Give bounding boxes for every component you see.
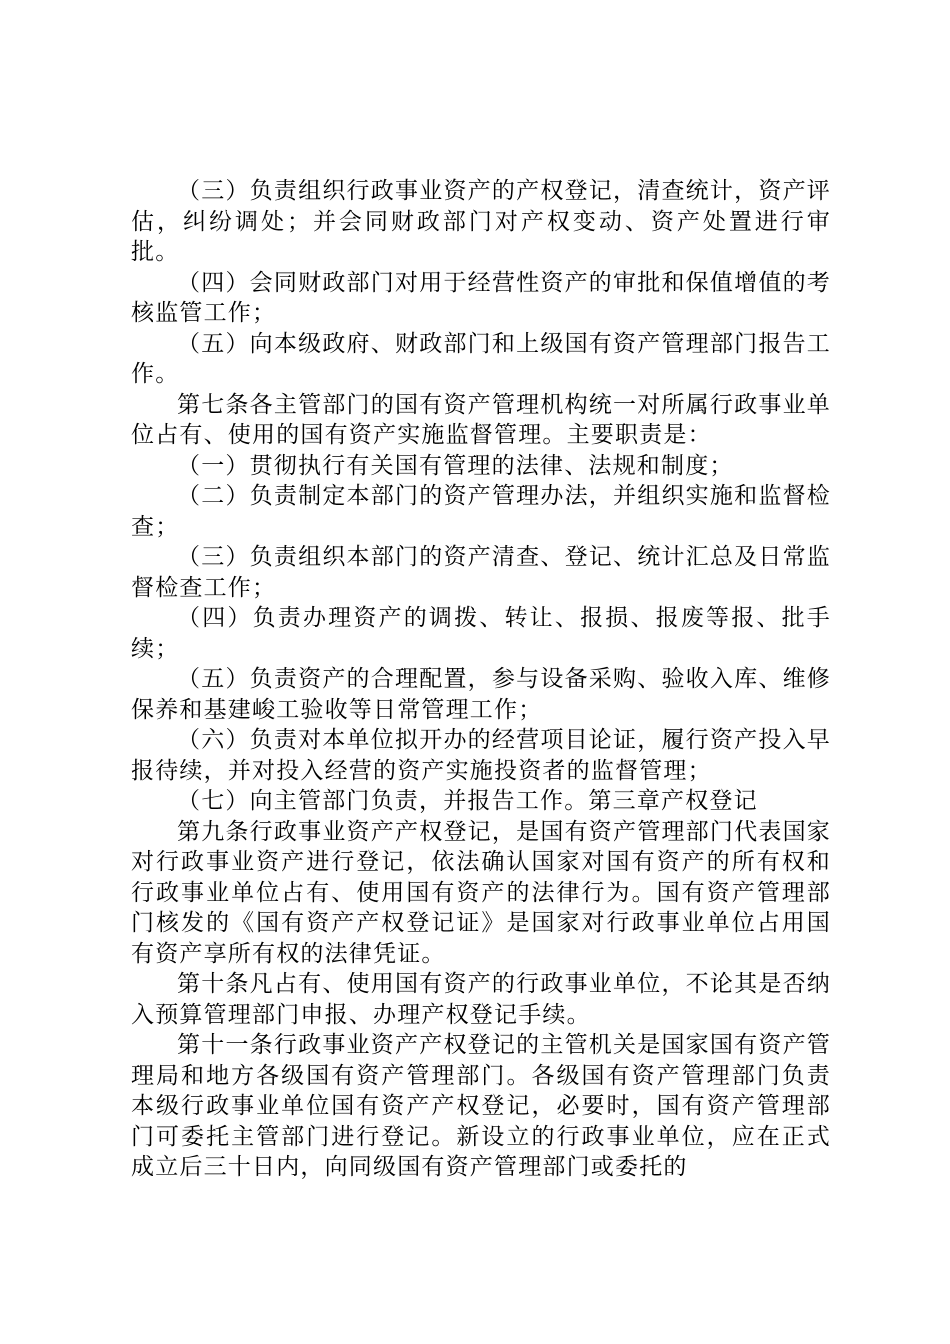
paragraph-10: （六）负责对本单位拟开办的经营项目论证，履行资产投入早报待续，并对投入经营的资产实施投资者的监督管理；	[131, 727, 831, 784]
paragraph-13: 第十条凡占有、使用国有资产的行政事业单位，不论其是否纳入预算管理部门申报、办理产权登记手续。	[131, 971, 831, 1028]
paragraph-3: （五）向本级政府、财政部门和上级国有资产管理部门报告工作。	[131, 330, 831, 387]
paragraph-1: （三）负责组织行政事业资产的产权登记，清查统计，资产评估，纠纷调处；并会同财政部门对产权变动、资产处置进行审批。	[131, 178, 831, 265]
paragraph-14: 第十一条行政事业资产产权登记的主管机关是国家国有资产管理局和地方各级国有资产管理部门。各级国有资产管理部门负责本级行政事业单位国有资产产权登记，必要时，国有资产管理部门可委托主管部门进行登记。新设立的行政事业单位，应在正式成立后三十日内，向同级国有资产管理部门或委托的	[131, 1032, 831, 1180]
paragraph-12: 第九条行政事业资产产权登记，是国有资产管理部门代表国家对行政事业资产进行登记，依法确认国家对国有资产的所有权和行政事业单位占有、使用国有资产的法律行为。国有资产管理部门核发的《国有资产产权登记证》是国家对行政事业单位占用国有资产享所有权的法律凭证。	[131, 818, 831, 967]
paragraph-4: 第七条各主管部门的国有资产管理机构统一对所属行政事业单位占有、使用的国有资产实施监督管理。主要职责是：	[131, 391, 831, 448]
paragraph-7: （三）负责组织本部门的资产清查、登记、统计汇总及日常监督检查工作；	[131, 544, 831, 601]
paragraph-11: （七）向主管部门负责，并报告工作。第三章产权登记	[177, 788, 758, 814]
document-body	[131, 176, 831, 1183]
paragraph-5: （一）贯彻执行有关国有管理的法律、法规和制度；	[177, 452, 734, 479]
paragraph-8: （四）负责办理资产的调拨、转让、报损、报废等报、批手续；	[131, 605, 831, 662]
paragraph-6: （二）负责制定本部门的资产管理办法，并组织实施和监督检查；	[131, 483, 831, 540]
paragraph-9: （五）负责资产的合理配置，参与设备采购、验收入库、维修保养和基建峻工验收等日常管理工作；	[131, 666, 831, 723]
paragraph-2: （四）会同财政部门对用于经营性资产的审批和保值增值的考核监管工作；	[131, 269, 831, 326]
